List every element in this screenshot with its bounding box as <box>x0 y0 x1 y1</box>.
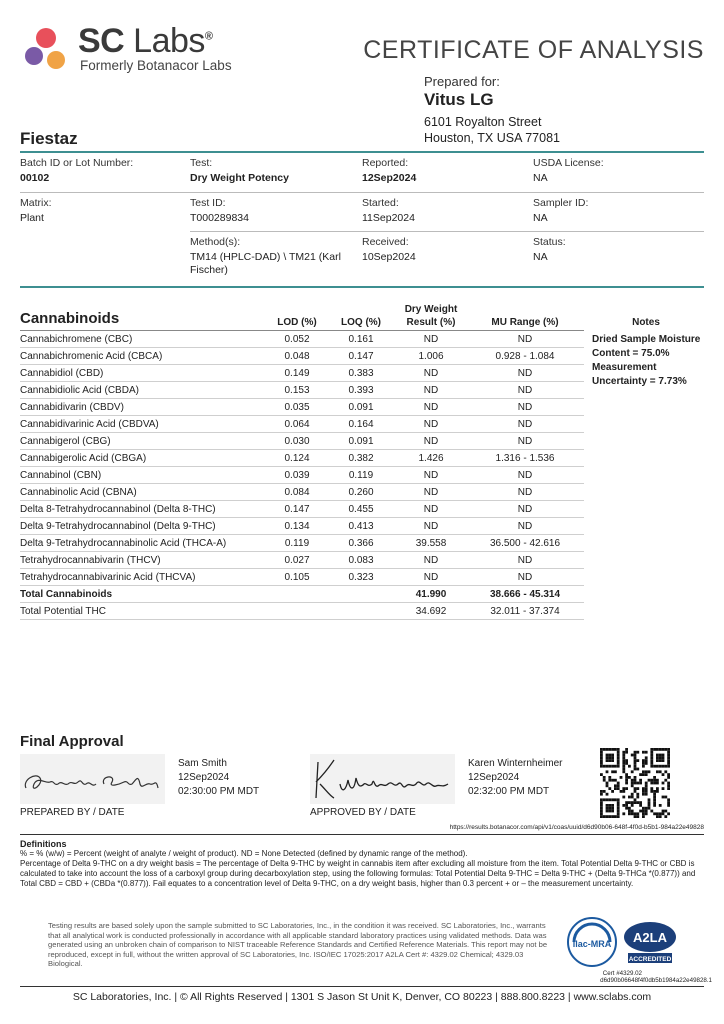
approved-by-label: APPROVED BY / DATE <box>310 807 416 818</box>
cell-mu: 32.011 - 37.374 <box>490 606 560 617</box>
svg-text:ilac-MRA: ilac-MRA <box>572 939 612 949</box>
a2la-badge-icon <box>622 920 678 966</box>
footer-divider <box>20 986 704 987</box>
footer-text: SC Laboratories, Inc. | © All Rights Reserved | 1301 S Jason St Unit K, Denver, CO 80223 | 888.800.8223 | www.sclabs.com <box>72 991 652 1003</box>
table-row <box>20 399 584 416</box>
batch-field: Batch ID or Lot Number: 00102 <box>20 157 134 184</box>
cell-res: ND <box>423 368 439 379</box>
approved-signature <box>310 754 455 804</box>
cell-lod: 0.048 <box>284 351 310 362</box>
col-header-lod: LOD (%) <box>277 317 317 328</box>
logo-title: SC Labs® <box>78 22 213 60</box>
handwritten-signature-karen <box>310 754 455 804</box>
table-row <box>20 382 584 399</box>
sc-labs-logo <box>20 22 250 78</box>
table-row <box>20 535 584 552</box>
cell-loq: 0.083 <box>348 555 374 566</box>
logo-dots-icon <box>20 24 72 76</box>
cell-res: ND <box>423 470 439 481</box>
cell-mu: 1.316 - 1.536 <box>495 453 555 464</box>
cell-res: ND <box>423 436 439 447</box>
table-row <box>20 603 584 620</box>
status-field: Status: NA <box>533 236 566 263</box>
cell-lod: 0.030 <box>284 436 310 447</box>
table-row <box>20 484 584 501</box>
table-total-row <box>20 586 584 603</box>
sampler-field: Sampler ID: NA <box>533 197 589 224</box>
cell-lod: 0.052 <box>284 334 310 345</box>
cannabinoid-table <box>20 331 584 620</box>
cell-loq: 0.393 <box>348 385 374 396</box>
cell-name: Cannabidiolic Acid (CBDA) <box>20 385 139 396</box>
cell-mu: ND <box>517 436 533 447</box>
final-approval-title: Final Approval <box>20 733 124 750</box>
cell-lod: 0.035 <box>284 402 310 413</box>
cell-res: ND <box>423 521 439 532</box>
cell-name: Cannabidiol (CBD) <box>20 368 104 379</box>
cell-mu: ND <box>517 385 533 396</box>
cell-mu: 36.500 - 42.616 <box>489 538 561 549</box>
info-divider <box>190 231 704 232</box>
cell-loq: 0.323 <box>348 572 374 583</box>
address-line-1: 6101 Royalton Street <box>424 115 542 129</box>
col-header-notes: Notes <box>632 317 660 328</box>
cell-name: Total Potential THC <box>20 606 106 617</box>
cell-mu: ND <box>517 572 533 583</box>
svg-text:ACCREDITED: ACCREDITED <box>628 956 672 963</box>
cell-lod: 0.134 <box>284 521 310 532</box>
cell-mu: ND <box>517 334 533 345</box>
cell-res: ND <box>423 334 439 345</box>
cell-lod: 0.147 <box>284 504 310 515</box>
prepared-for-block <box>424 74 560 146</box>
cell-res: 1.006 <box>418 351 444 362</box>
table-row <box>20 365 584 382</box>
product-name: Fiestaz <box>20 129 78 148</box>
cert-identifiers: Cert #4329.02 d6d90b06648f4f0db5b1984a22e49828.1 <box>600 970 712 984</box>
cell-loq: 0.119 <box>348 470 374 481</box>
cell-lod: 0.153 <box>284 385 310 396</box>
cell-mu: ND <box>517 402 533 413</box>
cell-loq: 0.091 <box>348 436 374 447</box>
method-field: Method(s): TM14 (HPLC-DAD) \ TM21 (Karl Fischer) <box>190 236 341 276</box>
test-field: Test: Dry Weight Potency <box>190 157 289 184</box>
cell-res: ND <box>423 504 439 515</box>
cell-lod: 0.027 <box>284 555 310 566</box>
approver-info: Karen Winternheimer 12Sep2024 02:32:00 PM MDT <box>468 758 563 797</box>
cell-name: Delta 9-Tetrahydrocannabinol (Delta 9-THC) <box>20 521 216 532</box>
cell-loq: 0.260 <box>348 487 374 498</box>
cell-mu: ND <box>517 368 533 379</box>
cell-loq: 0.161 <box>348 334 374 345</box>
cell-loq: 0.382 <box>348 453 374 464</box>
cell-name: Cannabigerolic Acid (CBGA) <box>20 453 147 464</box>
cell-name: Tetrahydrocannabivarinic Acid (THCVA) <box>20 572 196 583</box>
cell-res: ND <box>423 555 439 566</box>
cell-res: 41.990 <box>415 589 447 600</box>
table-row <box>20 450 584 467</box>
cell-lod: 0.084 <box>284 487 310 498</box>
cell-res: 39.558 <box>415 538 447 549</box>
disclaimer-text: Testing results are based solely upon the sample submitted to SC Laboratories, Inc., in the condition it was received. SC Laboratories, Inc., warrants that all analytical work is conducted professionally in accordance with all applicable standard laboratory practices using validated methods. Data was generated using an unbroken chain of comparison to NIST traceable Reference Standards and Certified Reference Materials. This report may not be reproduced, except in full, without the written approval of SC Laboratories, Inc. ISO/IEC 17025:2017 A2LA Cert #: 4329.02 Chemical; 4329.03 Biological. <box>48 921 548 969</box>
cell-name: Delta 9-Tetrahydrocannabinolic Acid (THCA-A) <box>20 538 227 549</box>
cell-mu: 38.666 - 45.314 <box>489 589 561 600</box>
cell-mu: ND <box>517 487 533 498</box>
cell-mu: ND <box>517 470 533 481</box>
table-row <box>20 416 584 433</box>
cell-name: Delta 8-Tetrahydrocannabinol (Delta 8-THC) <box>20 504 216 515</box>
cell-loq: 0.413 <box>348 521 374 532</box>
cell-lod: 0.124 <box>284 453 310 464</box>
cell-name: Cannabidivarinic Acid (CBDVA) <box>20 419 159 430</box>
table-row <box>20 467 584 484</box>
cell-name: Cannabinolic Acid (CBNA) <box>20 487 137 498</box>
cell-lod: 0.039 <box>284 470 310 481</box>
cell-res: ND <box>423 385 439 396</box>
cell-mu: ND <box>517 555 533 566</box>
cell-name: Cannabichromene (CBC) <box>20 334 133 345</box>
qr-code-icon[interactable] <box>600 748 670 818</box>
svg-text:A2LA: A2LA <box>633 930 667 945</box>
cell-lod: 0.149 <box>284 368 310 379</box>
table-row <box>20 552 584 569</box>
cell-loq: 0.366 <box>348 538 374 549</box>
cell-lod: 0.105 <box>284 572 310 583</box>
cell-loq: 0.147 <box>348 351 374 362</box>
prepared-by-label: PREPARED BY / DATE <box>20 807 125 818</box>
matrix-field: Matrix: Plant <box>20 197 52 224</box>
notes-text: Dried Sample Moisture Content = 75.0% Measurement Uncertainty = 7.73% <box>592 334 701 387</box>
table-row <box>20 518 584 535</box>
client-name: Vitus LG <box>424 90 494 109</box>
definitions-block: Definitions % = % (w/w) = Percent (weight of analyte / weight of product). ND = None Detected (defined by dynamic range of the method). Percentage of Delta 9-THC on a dry weight basis = The percentage of Delta 9-THC by weight in cannabis item after excluding all moisture from the item. Total Potential Delta 9-THC or CBD is calculated to take into account the loss of a carboxyl group during decarboxylation step, using the following formulas: Total Potential Delta 9-THC = Delta 9-THC + (Delta 9-THCa *(0.877)) and Total CBD = CBD + (CBDa *(0.877)). Fail equates to a concentration level of Delta 9-THC, on a dry weight basis, higher than 0.3 percent + or – the measurement uncertainty. <box>20 839 696 888</box>
cell-name: Cannabigerol (CBG) <box>20 436 111 447</box>
cell-res: ND <box>423 419 439 430</box>
logo-subtitle: Formerly Botanacor Labs <box>80 58 232 73</box>
cell-loq: 0.164 <box>348 419 374 430</box>
table-title: Cannabinoids <box>20 310 120 327</box>
cell-res: ND <box>423 572 439 583</box>
col-header-result: Dry Weight Result (%) <box>404 304 458 328</box>
received-field: Received: 10Sep2024 <box>362 236 416 263</box>
document-title: CERTIFICATE OF ANALYSIS <box>363 36 704 64</box>
approval-divider <box>20 834 704 835</box>
prepared-for-label: Prepared for: <box>424 74 500 89</box>
table-row <box>20 501 584 518</box>
info-bottom-divider <box>20 286 704 288</box>
cell-res: ND <box>423 402 439 413</box>
cell-res: 1.426 <box>418 453 444 464</box>
cell-name: Cannabidivarin (CBDV) <box>20 402 124 413</box>
cell-mu: ND <box>517 504 533 515</box>
ilac-mra-badge-icon <box>566 916 618 968</box>
table-row <box>20 331 584 348</box>
test-id-field: Test ID: T000289834 <box>190 197 249 224</box>
cell-loq: 0.455 <box>348 504 374 515</box>
cell-res: 34.692 <box>415 606 447 617</box>
table-row <box>20 348 584 365</box>
table-row <box>20 433 584 450</box>
address-line-2: Houston, TX USA 77081 <box>424 131 560 145</box>
cell-name: Cannabinol (CBN) <box>20 470 102 481</box>
info-divider <box>20 192 704 193</box>
cell-name: Total Cannabinoids <box>20 589 113 600</box>
preparer-info: Sam Smith 12Sep2024 02:30:00 PM MDT <box>178 758 260 797</box>
cell-res: ND <box>423 487 439 498</box>
usda-field: USDA License: NA <box>533 157 604 184</box>
cell-name: Tetrahydrocannabivarin (THCV) <box>20 555 161 566</box>
results-url[interactable]: https://results.botanacor.com/api/v1/coas/uuid/d6d90b06-648f-4f0d-b5b1-984a22e49828 <box>449 824 704 831</box>
reported-field: Reported: 12Sep2024 <box>362 157 417 184</box>
cell-loq: 0.383 <box>348 368 374 379</box>
table-row <box>20 569 584 586</box>
cell-lod: 0.119 <box>284 538 310 549</box>
header-divider <box>20 151 704 153</box>
cell-loq: 0.091 <box>348 402 374 413</box>
cell-lod: 0.064 <box>284 419 310 430</box>
handwritten-signature-sam <box>20 754 165 804</box>
col-header-mu: MU Range (%) <box>491 317 559 328</box>
cell-mu: ND <box>517 419 533 430</box>
cell-mu: 0.928 - 1.084 <box>495 351 555 362</box>
started-field: Started: 11Sep2024 <box>362 197 415 224</box>
prepared-signature <box>20 754 165 804</box>
cell-name: Cannabichromenic Acid (CBCA) <box>20 351 163 362</box>
col-header-loq: LOQ (%) <box>341 317 381 328</box>
cell-mu: ND <box>517 521 533 532</box>
